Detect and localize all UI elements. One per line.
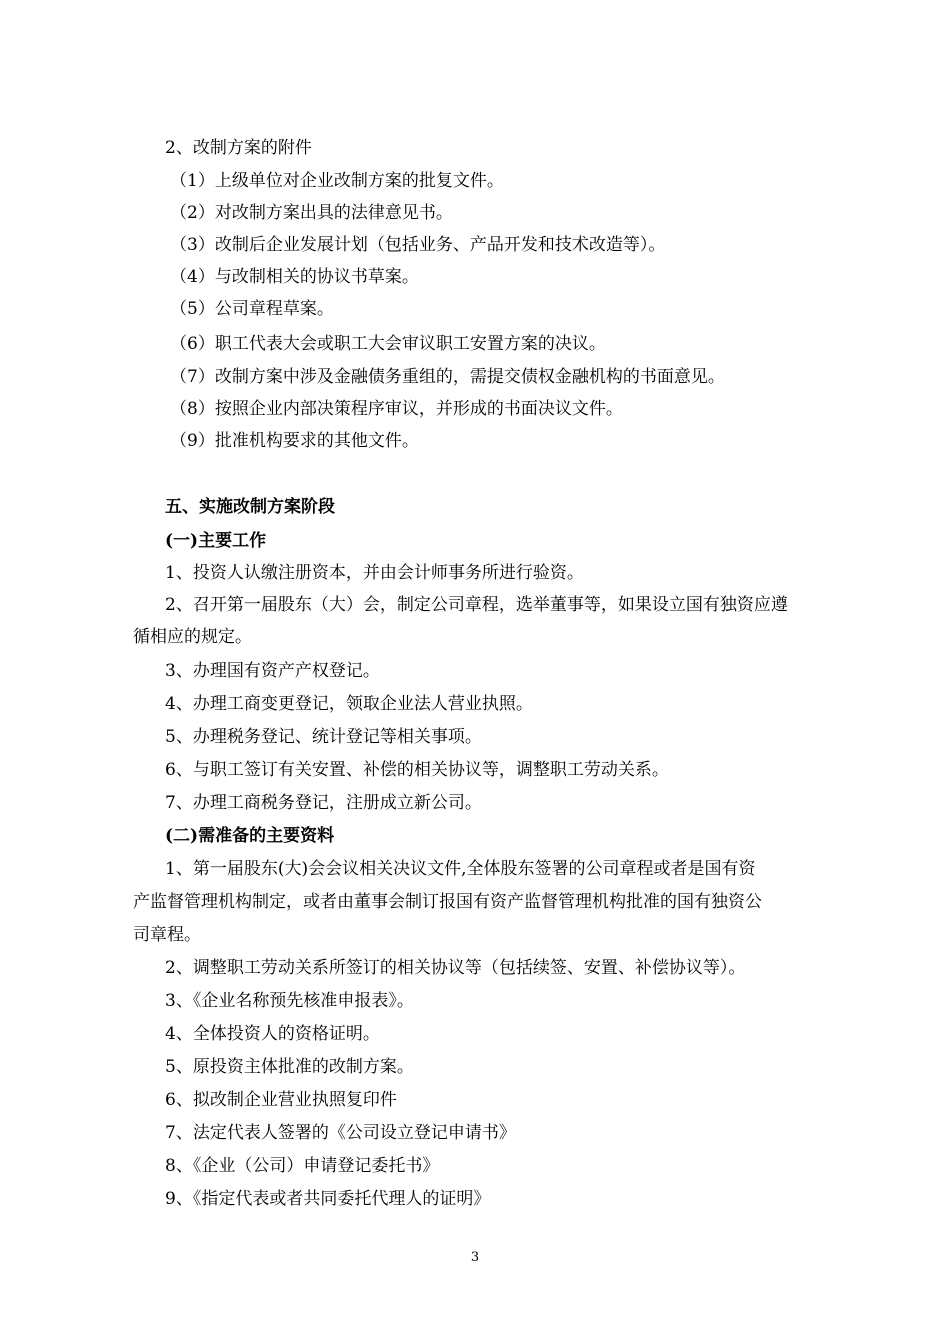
materials-item: 7、法定代表人签署的《公司设立登记申请书》 — [165, 1123, 516, 1143]
main-work-item: 7、办理工商税务登记，注册成立新公司。 — [165, 793, 482, 813]
attachment-item: （7）改制方案中涉及金融债务重组的，需提交债权金融机构的书面意见。 — [170, 367, 725, 387]
attachment-item: （3）改制后企业发展计划（包括业务、产品开发和技术改造等）。 — [170, 235, 666, 255]
main-work-item: 5、办理税务登记、统计登记等相关事项。 — [165, 727, 482, 747]
attachment-item: （1）上级单位对企业改制方案的批复文件。 — [170, 171, 504, 191]
materials-item-continuation: 产监督管理机构制定，或者由董事会制订报国有资产监督管理机构批准的国有独资公 — [133, 892, 762, 912]
materials-item: 1、第一届股东(大)会会议相关决议文件,全体股东签署的公司章程或者是国有资 — [165, 859, 756, 879]
main-work-item: 1、投资人认缴注册资本，并由会计师事务所进行验资。 — [165, 563, 584, 583]
attachment-item: （2）对改制方案出具的法律意见书。 — [170, 203, 453, 223]
attachment-item: （9）批准机构要求的其他文件。 — [170, 431, 419, 451]
main-work-item-continuation: 循相应的规定。 — [133, 627, 252, 647]
materials-item: 2、调整职工劳动关系所签订的相关协议等（包括续签、安置、补偿协议等）。 — [165, 958, 746, 978]
attachment-item: （8）按照企业内部决策程序审议，并形成的书面决议文件。 — [170, 399, 623, 419]
main-work-item: 3、办理国有资产产权登记。 — [165, 661, 380, 681]
materials-item-continuation: 司章程。 — [133, 925, 201, 945]
subsection-heading-materials: (二)需准备的主要资料 — [165, 826, 335, 846]
attachments-heading: 2、改制方案的附件 — [165, 138, 312, 158]
materials-item: 5、原投资主体批准的改制方案。 — [165, 1057, 414, 1077]
main-work-item: 4、办理工商变更登记，领取企业法人营业执照。 — [165, 694, 533, 714]
attachment-item: （6）职工代表大会或职工大会审议职工安置方案的决议。 — [170, 334, 606, 354]
subsection-heading-main-work: (一)主要工作 — [165, 531, 267, 551]
section-title: 五、实施改制方案阶段 — [165, 497, 335, 517]
materials-item: 6、拟改制企业营业执照复印件 — [165, 1090, 397, 1110]
materials-item: 4、全体投资人的资格证明。 — [165, 1024, 380, 1044]
materials-item: 3、《企业名称预先核准申报表》。 — [165, 991, 414, 1011]
main-work-item: 2、召开第一届股东（大）会，制定公司章程，选举董事等，如果设立国有独资应遵 — [165, 595, 788, 615]
materials-item: 8、《企业（公司）申请登记委托书》 — [165, 1156, 440, 1176]
attachment-item: （5）公司章程草案。 — [170, 299, 334, 319]
materials-item: 9、《指定代表或者共同委托代理人的证明》 — [165, 1189, 491, 1209]
page-number: 3 — [470, 1250, 480, 1265]
main-work-item: 6、与职工签订有关安置、补偿的相关协议等，调整职工劳动关系。 — [165, 760, 669, 780]
attachment-item: （4）与改制相关的协议书草案。 — [170, 267, 419, 287]
